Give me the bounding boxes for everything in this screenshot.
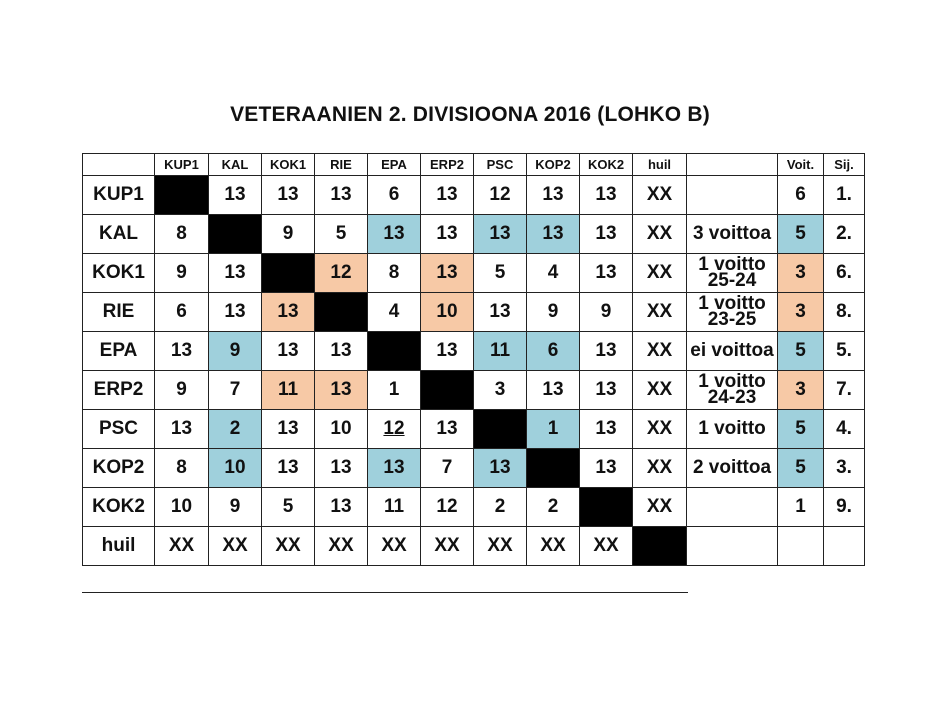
score-cell: [633, 176, 687, 215]
score-cell: [155, 254, 209, 293]
score-value: XX: [646, 301, 673, 322]
score-cell: [315, 527, 368, 566]
note-line: 25-24: [707, 270, 757, 291]
score-value: 13: [542, 184, 564, 205]
score-cell: [580, 371, 633, 410]
score-value: 6: [176, 301, 187, 322]
score-value: XX: [328, 535, 354, 556]
score-value: 5: [494, 262, 506, 283]
score-cell: [421, 293, 474, 332]
score-cell: [155, 371, 209, 410]
score-cell: [580, 254, 633, 293]
column-header: Voit.: [778, 154, 824, 176]
score-value: 9: [176, 262, 187, 283]
score-value: 8: [388, 262, 400, 283]
score-cell: [474, 254, 527, 293]
team-label: KOP2: [83, 449, 155, 488]
results-table: [82, 153, 865, 566]
wins-cell: 5: [778, 215, 824, 254]
score-value: 4: [547, 262, 559, 283]
diagonal-cell: [368, 332, 421, 371]
score-cell: [262, 488, 315, 527]
score-value: 9: [600, 301, 612, 322]
score-cell: [315, 410, 368, 449]
score-cell: [262, 176, 315, 215]
score-cell: [368, 254, 421, 293]
score-value: 13: [436, 340, 458, 361]
score-cell: [209, 332, 262, 371]
score-value: 9: [282, 223, 294, 244]
score-cell: [262, 215, 315, 254]
team-label: KOK2: [83, 488, 155, 527]
table-row: [83, 410, 865, 449]
score-value: 13: [224, 184, 246, 205]
tiebreak-note: [687, 410, 778, 449]
score-cell: [527, 527, 580, 566]
diagonal-cell: [315, 293, 368, 332]
score-value: 9: [547, 301, 559, 322]
score-value: 13: [277, 184, 299, 205]
score-value: XX: [646, 496, 673, 517]
score-value: 13: [436, 223, 458, 244]
wins-cell: 3: [778, 254, 824, 293]
table-row: [83, 488, 865, 527]
tiebreak-note: [687, 293, 778, 332]
score-value: 13: [595, 379, 617, 400]
score-cell: [209, 176, 262, 215]
tiebreak-note: [687, 449, 778, 488]
diagonal-cell: [262, 254, 315, 293]
score-cell: [474, 215, 527, 254]
score-cell: [580, 176, 633, 215]
score-cell: [421, 527, 474, 566]
score-cell: [315, 332, 368, 371]
score-cell: [155, 215, 209, 254]
score-value: 13: [595, 418, 617, 439]
score-value: 1: [388, 379, 400, 400]
team-label: EPA: [83, 332, 155, 371]
score-cell: [155, 410, 209, 449]
score-cell: [527, 254, 580, 293]
score-cell: [262, 410, 315, 449]
diagonal-cell: [155, 176, 209, 215]
tiebreak-note: [687, 176, 778, 215]
score-value: 13: [489, 457, 511, 478]
note-line: ei voittoa: [690, 340, 774, 361]
score-value: 11: [383, 496, 405, 517]
team-label: KAL: [83, 215, 155, 254]
diagonal-cell: [421, 371, 474, 410]
team-label: KOK1: [83, 254, 155, 293]
score-value: 8: [176, 223, 187, 244]
team-label: PSC: [83, 410, 155, 449]
score-cell: [474, 527, 527, 566]
tiebreak-note: [687, 254, 778, 293]
wins-cell: 3: [778, 371, 824, 410]
score-value: 5: [335, 223, 347, 244]
score-value: 13: [330, 457, 352, 478]
score-cell: [527, 176, 580, 215]
score-cell: [262, 527, 315, 566]
tiebreak-note: [687, 488, 778, 527]
score-value: 11: [489, 340, 511, 361]
score-value: 13: [277, 457, 299, 478]
rank-cell: [824, 527, 865, 566]
score-value: 13: [170, 340, 193, 361]
score-value: 13: [277, 418, 299, 439]
score-cell: [155, 332, 209, 371]
results-table-body: [83, 154, 865, 566]
rank-cell: 2.: [824, 215, 865, 254]
column-header: KAL: [209, 154, 262, 176]
score-value: 8: [176, 457, 187, 478]
score-cell: [580, 527, 633, 566]
score-cell: [633, 293, 687, 332]
column-header: RIE: [315, 154, 368, 176]
score-value: XX: [540, 535, 566, 556]
column-header: KUP1: [155, 154, 209, 176]
score-value: XX: [168, 535, 195, 556]
diagonal-cell: [527, 449, 580, 488]
note-line: 1 voitto: [698, 418, 766, 439]
wins-cell: 5: [778, 332, 824, 371]
table-row: [83, 254, 865, 293]
score-cell: [580, 293, 633, 332]
score-value: 13: [170, 418, 193, 439]
wins-cell: 5: [778, 449, 824, 488]
score-cell: [209, 488, 262, 527]
table-row: [83, 371, 865, 410]
score-value: 13: [489, 223, 511, 244]
score-cell: [368, 176, 421, 215]
divider-line: [82, 592, 688, 593]
score-cell: [633, 449, 687, 488]
score-value: 13: [330, 496, 352, 517]
team-label: ERP2: [83, 371, 155, 410]
rank-cell: 4.: [824, 410, 865, 449]
column-header: PSC: [474, 154, 527, 176]
score-value: 13: [595, 262, 617, 283]
score-cell: [527, 488, 580, 527]
score-value: 13: [489, 301, 511, 322]
score-cell: [474, 293, 527, 332]
table-row: [83, 293, 865, 332]
team-label: KUP1: [83, 176, 155, 215]
score-value: XX: [646, 457, 673, 478]
score-value: 13: [383, 223, 405, 244]
score-cell: [527, 215, 580, 254]
note-line: 1 voitto: [698, 371, 766, 392]
wins-cell: 1: [778, 488, 824, 527]
score-cell: [368, 410, 421, 449]
rank-cell: 1.: [824, 176, 865, 215]
score-value: 13: [224, 301, 246, 322]
score-value: XX: [275, 535, 301, 556]
score-cell: [368, 293, 421, 332]
score-cell: [421, 215, 474, 254]
score-cell: [580, 332, 633, 371]
page-title: VETERAANIEN 2. DIVISIOONA 2016 (LOHKO B): [230, 103, 710, 126]
score-value: 13: [436, 262, 458, 283]
score-cell: [633, 254, 687, 293]
table-row: [83, 332, 865, 371]
score-value: 3: [494, 379, 506, 400]
score-value: 13: [542, 223, 564, 244]
score-cell: [633, 332, 687, 371]
score-value: 13: [330, 184, 352, 205]
score-value: 12: [489, 184, 511, 205]
score-cell: [421, 488, 474, 527]
score-value: XX: [381, 535, 407, 556]
score-value: 10: [436, 301, 458, 322]
score-value: 4: [388, 301, 400, 322]
wins-cell: 3: [778, 293, 824, 332]
score-cell: [262, 332, 315, 371]
score-cell: [209, 371, 262, 410]
note-line: 23-25: [707, 309, 757, 330]
score-value: 12: [436, 496, 458, 517]
table-row: [83, 527, 865, 566]
score-cell: [421, 332, 474, 371]
score-cell: [633, 410, 687, 449]
score-cell: [474, 449, 527, 488]
note-line: 3 voittoa: [692, 223, 772, 244]
rank-cell: 8.: [824, 293, 865, 332]
score-value: 13: [542, 379, 564, 400]
rank-cell: 6.: [824, 254, 865, 293]
score-value: 13: [383, 457, 405, 478]
score-value: 6: [547, 340, 559, 361]
score-cell: [527, 410, 580, 449]
wins-cell: 5: [778, 410, 824, 449]
score-value: XX: [646, 340, 673, 361]
column-header: ERP2: [421, 154, 474, 176]
score-cell: [209, 293, 262, 332]
score-value: XX: [646, 184, 673, 205]
diagonal-cell: [633, 527, 687, 566]
score-value: 13: [224, 262, 246, 283]
note-line: 1 voitto: [698, 254, 766, 275]
score-value: 2: [229, 418, 241, 439]
rank-cell: 7.: [824, 371, 865, 410]
score-value: 12: [383, 418, 405, 439]
column-header: KOK2: [580, 154, 633, 176]
score-cell: [421, 176, 474, 215]
score-cell: [368, 527, 421, 566]
column-header: KOK1: [262, 154, 315, 176]
score-cell: [155, 527, 209, 566]
wins-cell: [778, 527, 824, 566]
score-cell: [580, 410, 633, 449]
score-value: 13: [277, 301, 299, 322]
tiebreak-note: [687, 215, 778, 254]
score-value: 13: [330, 340, 352, 361]
score-cell: [368, 215, 421, 254]
score-value: 10: [224, 457, 246, 478]
score-cell: [262, 293, 315, 332]
score-value: 13: [330, 379, 352, 400]
score-cell: [580, 215, 633, 254]
score-value: 9: [229, 340, 241, 361]
column-header: huil: [633, 154, 687, 176]
score-cell: [209, 254, 262, 293]
score-cell: [315, 371, 368, 410]
rank-cell: 3.: [824, 449, 865, 488]
score-cell: [527, 371, 580, 410]
score-value: 6: [388, 184, 400, 205]
score-cell: [421, 254, 474, 293]
header-row: [83, 154, 865, 176]
score-value: XX: [646, 223, 673, 244]
score-value: 13: [436, 184, 458, 205]
score-cell: [474, 371, 527, 410]
score-cell: [209, 410, 262, 449]
wins-cell: 6: [778, 176, 824, 215]
team-label: RIE: [83, 293, 155, 332]
score-value: 13: [595, 457, 617, 478]
column-header: [83, 154, 155, 176]
score-value: 13: [595, 223, 617, 244]
score-value: 7: [229, 379, 241, 400]
note-line: 24-23: [707, 387, 757, 408]
score-value: 2: [547, 496, 559, 517]
table-row: [83, 449, 865, 488]
score-value: XX: [434, 535, 460, 556]
score-value: XX: [487, 535, 513, 556]
column-header: Sij.: [824, 154, 865, 176]
team-label: huil: [83, 527, 155, 566]
score-cell: [474, 488, 527, 527]
score-cell: [633, 488, 687, 527]
score-cell: [315, 254, 368, 293]
diagonal-cell: [580, 488, 633, 527]
score-cell: [209, 527, 262, 566]
score-cell: [474, 332, 527, 371]
score-cell: [368, 371, 421, 410]
score-cell: [155, 449, 209, 488]
score-value: 11: [277, 379, 299, 400]
score-value: XX: [222, 535, 248, 556]
score-cell: [474, 176, 527, 215]
score-value: 5: [282, 496, 294, 517]
score-cell: [421, 449, 474, 488]
rank-cell: 9.: [824, 488, 865, 527]
score-value: 13: [595, 184, 617, 205]
score-value: 10: [330, 418, 352, 439]
table-row: [83, 215, 865, 254]
score-value: 1: [547, 418, 559, 439]
column-header: EPA: [368, 154, 421, 176]
score-value: 13: [595, 340, 617, 361]
score-cell: [315, 488, 368, 527]
note-line: 2 voittoa: [692, 457, 772, 478]
score-cell: [633, 215, 687, 254]
score-value: 12: [330, 262, 352, 283]
score-cell: [155, 488, 209, 527]
score-cell: [580, 449, 633, 488]
diagonal-cell: [474, 410, 527, 449]
score-cell: [527, 293, 580, 332]
score-cell: [368, 449, 421, 488]
score-cell: [421, 410, 474, 449]
score-value: 10: [170, 496, 193, 517]
tiebreak-note: [687, 332, 778, 371]
score-value: 2: [494, 496, 506, 517]
diagonal-cell: [209, 215, 262, 254]
score-cell: [633, 371, 687, 410]
score-cell: [262, 449, 315, 488]
note-line: 1 voitto: [698, 293, 766, 314]
score-value: XX: [646, 379, 673, 400]
column-header: KOP2: [527, 154, 580, 176]
tiebreak-note: [687, 527, 778, 566]
score-cell: [155, 293, 209, 332]
score-cell: [527, 332, 580, 371]
score-cell: [209, 449, 262, 488]
score-value: XX: [593, 535, 619, 556]
score-cell: [315, 449, 368, 488]
table-row: [83, 176, 865, 215]
tiebreak-note: [687, 371, 778, 410]
score-cell: [315, 215, 368, 254]
score-value: 9: [176, 379, 187, 400]
score-value: 13: [277, 340, 299, 361]
score-value: XX: [646, 418, 673, 439]
score-cell: [262, 371, 315, 410]
score-value: 7: [441, 457, 453, 478]
score-cell: [315, 176, 368, 215]
score-cell: [368, 488, 421, 527]
score-value: 9: [229, 496, 241, 517]
score-value: XX: [646, 262, 673, 283]
score-value: 13: [436, 418, 458, 439]
rank-cell: 5.: [824, 332, 865, 371]
column-header: [687, 154, 778, 176]
